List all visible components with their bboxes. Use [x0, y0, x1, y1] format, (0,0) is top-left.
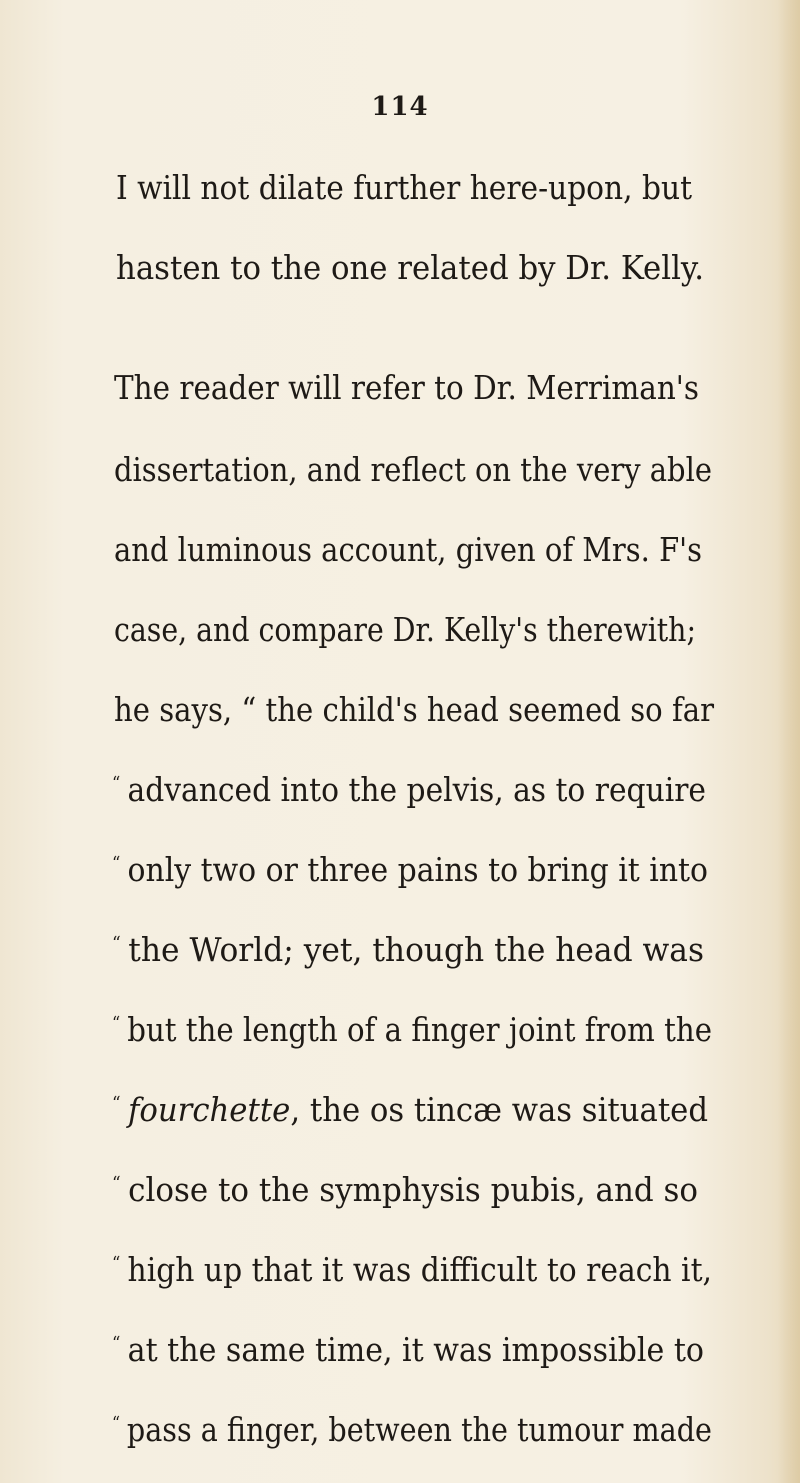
line-text: close to the symphysis pubis, and so — [128, 1170, 698, 1209]
line-text: , the os tincæ was situated — [290, 1090, 708, 1129]
text-line — [112, 1250, 712, 1290]
line-text: and luminous account, given of Mrs. F's — [114, 530, 702, 569]
text-line — [114, 450, 712, 490]
text-line — [114, 530, 702, 570]
line-text: pass a finger, between the tumour made — [126, 1410, 713, 1449]
text-line — [114, 368, 699, 408]
text-line — [114, 690, 714, 730]
line-text: hasten to the one related by Dr. Kelly. — [116, 248, 704, 287]
line-text: The reader will refer to Dr. Merriman's — [114, 368, 699, 407]
text-line — [112, 1170, 698, 1210]
italic-text: fourchette — [128, 1090, 291, 1129]
line-text: case, and compare Dr. Kelly's therewith; — [114, 610, 696, 649]
line-text: he says, “ the child's head seemed so far — [114, 690, 714, 729]
text-line — [112, 1330, 704, 1370]
text-line — [112, 770, 706, 810]
quote-mark: “ — [112, 853, 121, 874]
text-line — [114, 610, 696, 650]
line-text: the World; yet, though the head was — [128, 930, 704, 969]
text-line — [112, 1090, 708, 1130]
quote-mark: “ — [112, 1013, 121, 1034]
line-text: only two or three pains to bring it into — [127, 850, 709, 889]
text-line — [112, 1410, 712, 1450]
quote-mark: “ — [112, 1173, 121, 1194]
line-text: advanced into the pelvis, as to require — [127, 770, 707, 809]
line-text: dissertation, and reflect on the very able — [114, 450, 712, 489]
quote-mark: “ — [112, 933, 121, 954]
line-text: at the same time, it was impossible to — [127, 1330, 704, 1369]
page-edge-shadow — [778, 0, 800, 1483]
quote-mark: “ — [112, 1093, 121, 1114]
quote-mark: “ — [112, 773, 121, 794]
quote-mark: “ — [112, 1333, 121, 1354]
text-line — [112, 1010, 712, 1050]
line-text: high up that it was difficult to reach it, — [127, 1250, 713, 1289]
line-text: but the length of a finger joint from the — [127, 1010, 712, 1049]
page-number: 114 — [371, 92, 429, 122]
text-line — [112, 850, 708, 890]
line-text: I will not dilate further here-upon, but — [116, 168, 692, 207]
quote-mark: “ — [112, 1413, 120, 1434]
text-line — [116, 168, 692, 208]
text-line — [116, 248, 704, 288]
text-line — [112, 930, 704, 970]
quote-mark: “ — [112, 1253, 121, 1274]
